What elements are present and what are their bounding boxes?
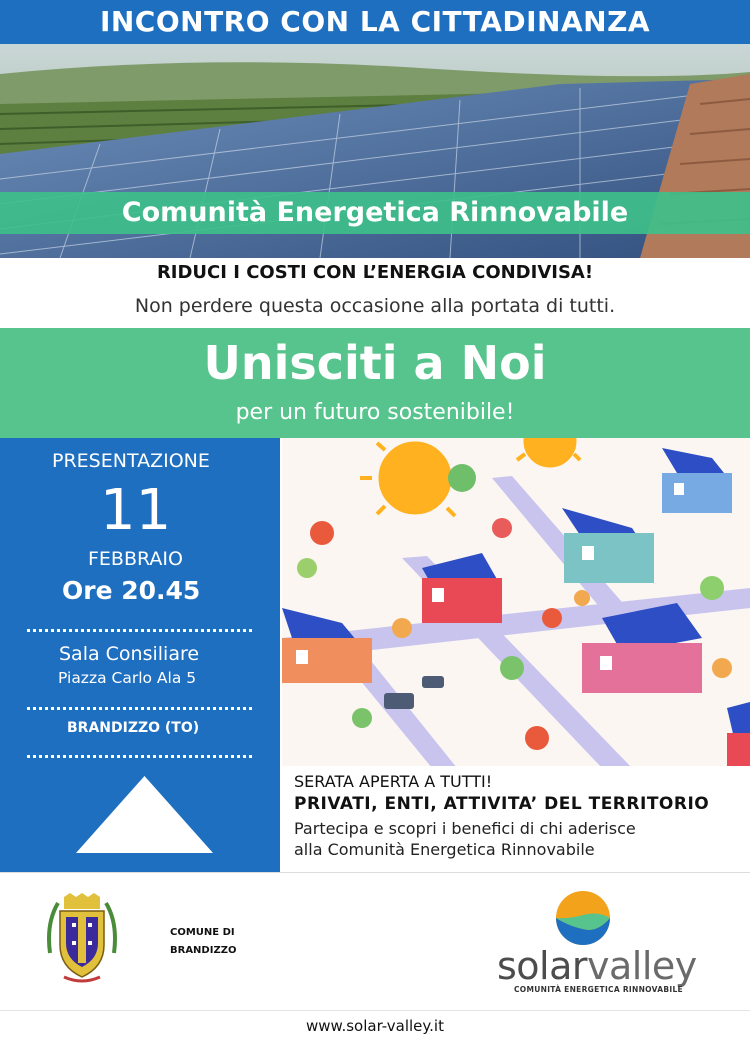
details-line4: alla Comunità Energetica Rinnovabile [294,840,595,859]
details-line3: Partecipa e scopri i benefici di chi aderisce [294,819,636,838]
headline: RIDUCI I COSTI CON L’ENERGIA CONDIVISA! [156,262,594,283]
event-title-bar [0,0,750,44]
triangle-icon [76,776,213,853]
event-info-panel [0,438,280,872]
subline: Non perdere questa occasione alla portata di tutti. [134,295,616,317]
brand-wordmark [497,944,697,988]
solar-village-illustration [282,438,750,766]
divider [27,629,252,632]
comune-label [170,924,236,960]
divider [27,755,252,758]
event-time: Ore 20.45 [62,576,201,605]
brand-solar: solar [497,944,588,988]
banner-subtitle: Comunità Energetica Rinnovabile [0,192,750,234]
brand-tagline: COMUNITÀ ENERGETICA RINNOVABILE [514,985,683,994]
presentation-label: PRESENTAZIONE [52,450,210,472]
event-month: FEBBRAIO [88,548,183,570]
brand-valley: valley [587,944,697,988]
cta-subtitle: per un futuro sostenibile! [235,400,515,425]
cta-title: Unisciti a Noi [203,336,547,390]
event-title: INCONTRO CON LA CITTADINANZA [99,5,651,38]
event-day: 11 [100,478,172,543]
solar-houses-illustration [282,438,750,766]
details-line1: SERATA APERTA A TUTTI! [294,772,493,791]
solarvalley-logo-icon [553,889,613,947]
event-venue: Sala Consiliare [59,643,200,665]
crest-icon [44,893,120,985]
details-text [294,818,734,860]
website-url: www.solar-valley.it [306,1017,444,1035]
divider [27,707,252,710]
comune-line1: COMUNE DI [170,927,235,938]
event-address: Piazza Carlo Ala 5 [58,669,197,687]
url-divider [0,1010,750,1011]
details-line2: PRIVATI, ENTI, ATTIVITA’ DEL TERRITORIO [294,794,710,814]
comune-line2: BRANDIZZO [170,945,237,956]
footer-divider [0,872,750,873]
event-city: BRANDIZZO (TO) [67,720,200,736]
